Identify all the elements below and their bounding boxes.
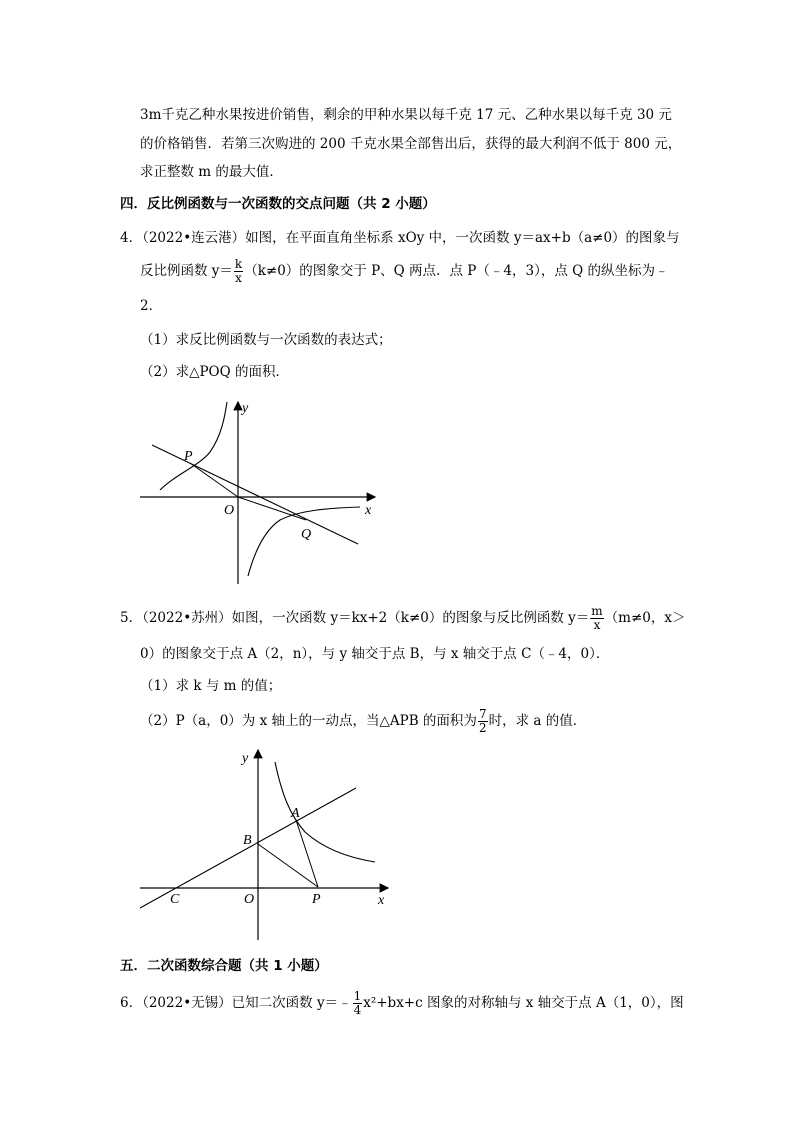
question-4-line-2 <box>140 258 668 285</box>
label-p: P <box>184 449 193 464</box>
segment-oq <box>238 497 306 520</box>
text-line-3: 求正整数 m 的最大值． <box>140 164 283 180</box>
q4-fraction <box>234 258 243 285</box>
q5-2-text-pre: （2）P（a，0）为 x 轴上的一动点，当△APB 的面积为 <box>140 713 477 729</box>
q5-2-fraction-den: 2 <box>478 721 487 735</box>
q4-text-pre: 反比例函数 y＝ <box>140 263 233 279</box>
question-4-line-1: 4．（2022•连云港）如图，在平面直角坐标系 xOy 中，一次函数 y＝ax+b（a≠0）的图象与 <box>120 230 680 246</box>
label-y: y <box>242 751 249 766</box>
label-b: B <box>243 833 252 848</box>
figure-question-5 <box>130 740 400 945</box>
segment-op <box>190 463 238 497</box>
q6-text-post: x²+bx+c 图象的对称轴与 x 轴交于点 A（1，0），图 <box>363 995 684 1011</box>
question-5-part-2 <box>140 708 586 735</box>
label-q: Q <box>301 527 312 542</box>
figure-question-4 <box>130 390 390 590</box>
question-4-part-1: （1）求反比例函数与一次函数的表达式； <box>140 332 392 348</box>
section-heading-5: 五．二次函数综合题（共 1 小题） <box>120 958 328 974</box>
q5-fraction-num: m <box>591 604 603 618</box>
q4-fraction-den: x <box>235 271 242 285</box>
question-5-line-2: 0）的图象交于点 A（2，n），与 y 轴交于点 B，与 x 轴交于点 C（﹣4，0）． <box>140 646 610 662</box>
q6-fraction-num: 1 <box>353 989 362 1003</box>
question-4-part-2: （2）求△POQ 的面积． <box>140 364 289 380</box>
question-4-line-3: 2． <box>140 298 163 314</box>
q5-2-text-post: 时，求 a 的值． <box>488 713 587 729</box>
segment-bp <box>258 844 318 887</box>
label-y: y <box>242 401 249 416</box>
question-5-line-1 <box>120 605 686 632</box>
label-c: C <box>170 892 180 907</box>
label-o: O <box>244 892 255 907</box>
q4-text-post: （k≠0）的图象交于 P、Q 两点．点 P（﹣4，3），点 Q 的纵坐标为﹣ <box>244 263 669 279</box>
q5-fraction <box>590 605 603 632</box>
label-p: P <box>312 892 321 907</box>
linear-function-line <box>152 445 358 544</box>
question-5-part-1: （1）求 k 与 m 的值； <box>140 678 282 694</box>
q4-fraction-num: k <box>234 257 243 271</box>
q5-2-fraction-num: 7 <box>478 707 487 721</box>
q6-text-pre: 6．（2022•无锡）已知二次函数 y＝﹣ <box>120 995 352 1011</box>
q5-text-pre: 5．（2022•苏州）如图，一次函数 y＝kx+2（k≠0）的图象与反比例函数 y＝ <box>120 610 590 626</box>
text-line-2: 的价格销售．若第三次购进的 200 千克水果全部售出后，获得的最大利润不低于 800 元， <box>140 136 682 152</box>
label-o: O <box>224 503 235 518</box>
hyperbola-branch <box>275 762 375 862</box>
segment-ap <box>296 820 318 887</box>
section-heading-4: 四．反比例函数与一次函数的交点问题（共 2 小题） <box>120 196 436 212</box>
question-6-line-1 <box>120 990 684 1017</box>
text-line-1: 3m千克乙种水果按进价销售，剩余的甲种水果以每千克 17 元、乙种水果以每千克 30 元 <box>140 107 672 123</box>
linear-function-line <box>140 788 356 908</box>
q6-fraction-den: 4 <box>353 1003 362 1017</box>
q5-fraction-den: x <box>593 618 601 632</box>
q5-2-fraction <box>478 708 488 735</box>
q5-text-post: （m≠0，x＞ <box>604 610 686 626</box>
label-x: x <box>378 893 385 908</box>
q6-fraction <box>353 990 363 1017</box>
label-x: x <box>365 503 372 518</box>
label-a: A <box>291 806 300 821</box>
